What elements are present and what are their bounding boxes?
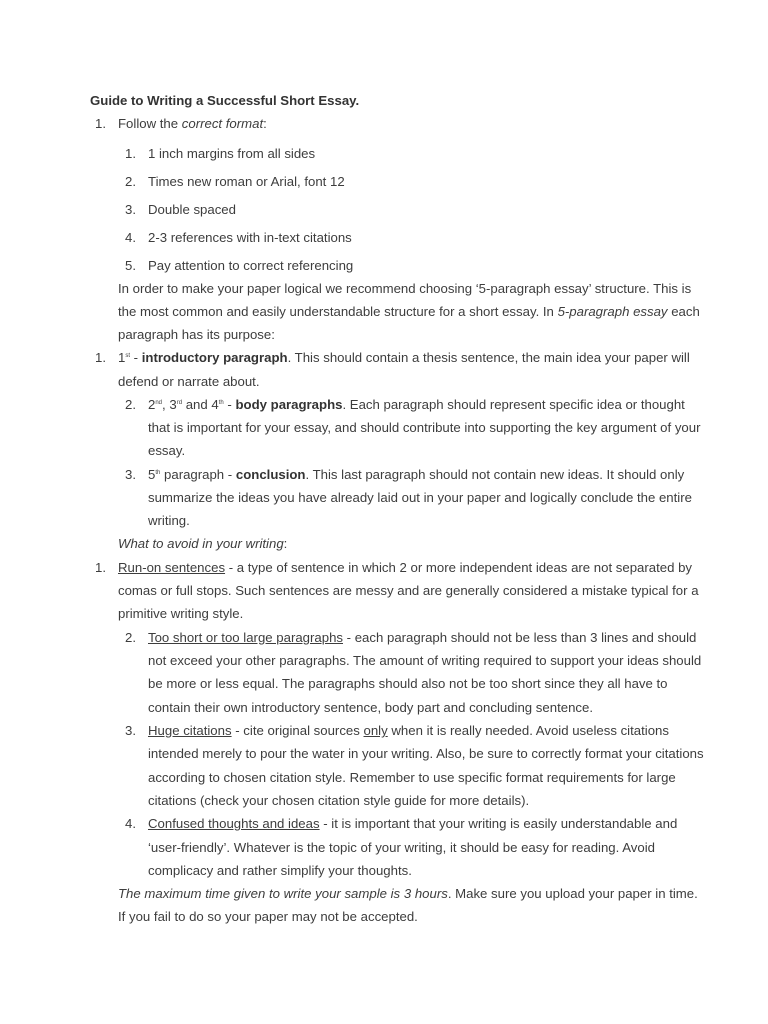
text-line: be more or less equal. The paragraphs should also not be too short since they all have to xyxy=(148,676,668,691)
italic-text: The maximum time given to write your sample is 3 hours xyxy=(118,886,448,901)
superscript: rd xyxy=(176,400,183,406)
text-line: ‘user-friendly’. Whatever is the topic of your writing, it should be easy for reading. Avoid xyxy=(148,840,655,855)
bold-text: conclusion xyxy=(235,467,306,482)
text: . Each paragraph should represent specific idea or thought xyxy=(342,397,685,412)
structure-item-intro xyxy=(118,350,690,366)
list-number: 1. xyxy=(95,350,106,365)
intro-line xyxy=(118,304,700,320)
underlined-text: Too short or too large paragraphs xyxy=(148,630,343,645)
avoid-item-citations xyxy=(148,723,669,739)
text: - xyxy=(130,350,142,365)
text: . This should contain a thesis sentence, the main idea your paper will xyxy=(287,350,690,365)
superscript: st xyxy=(125,353,131,359)
bold-text: introductory paragraph xyxy=(141,350,288,365)
list-number: 3. xyxy=(125,467,136,482)
text-line: defend or narrate about. xyxy=(118,374,260,389)
text: : xyxy=(283,536,288,551)
superscript: th xyxy=(218,400,224,406)
bold-text: body paragraphs xyxy=(235,397,343,412)
text-line: primitive writing style. xyxy=(118,606,244,621)
text: 1 xyxy=(118,350,126,365)
list-number: 4. xyxy=(125,816,136,831)
text: Follow the xyxy=(118,116,182,131)
text: . Make sure you upload your paper in time. xyxy=(447,886,698,901)
list-number: 5. xyxy=(125,258,136,273)
text-line: writing. xyxy=(148,513,190,528)
text: paragraph - xyxy=(160,467,236,482)
list-item: Pay attention to correct referencing xyxy=(148,258,354,273)
text: : xyxy=(263,116,267,131)
list-number: 3. xyxy=(125,202,136,217)
list-number: 1. xyxy=(95,560,106,575)
list-item-format xyxy=(118,116,267,132)
italic-text: 5-paragraph essay xyxy=(557,304,668,319)
underlined-text: Huge citations xyxy=(148,723,232,738)
list-item: 2-3 references with in-text citations xyxy=(148,230,352,245)
avoid-item-confused xyxy=(148,816,677,832)
text: , 3 xyxy=(162,397,177,412)
list-number: 3. xyxy=(125,723,136,738)
closing-line xyxy=(118,886,698,902)
superscript: th xyxy=(155,470,161,476)
list-item: Times new roman or Arial, font 12 xyxy=(148,174,345,189)
text: - xyxy=(223,397,236,412)
structure-item-body xyxy=(148,397,685,413)
text-line: summarize the ideas you have already laid out in your paper and logically conclude the entire xyxy=(148,490,692,505)
superscript: nd xyxy=(155,400,163,406)
italic-text: What to avoid in your writing xyxy=(118,536,284,551)
text: and 4 xyxy=(182,397,219,412)
text: - cite original sources xyxy=(231,723,364,738)
text: 5 xyxy=(148,467,156,482)
text-line: according to chosen citation style. Remember to use specific format requirements for large xyxy=(148,770,676,785)
text: . This last paragraph should not contain new ideas. It should only xyxy=(305,467,685,482)
structure-item-conclusion xyxy=(148,467,684,483)
document-title: Guide to Writing a Successful Short Essay. xyxy=(90,93,360,108)
text: the most common and easily understandable structure for a short essay. In xyxy=(118,304,558,319)
text-line: contain their own introductory sentence, body part and concluding sentence. xyxy=(148,700,593,715)
text-line: intended merely to pour the water in your writing. Also, be sure to correctly format your citations xyxy=(148,746,704,761)
text: each xyxy=(667,304,700,319)
text: when it is really needed. Avoid useless citations xyxy=(387,723,669,738)
avoid-item-paragraphs xyxy=(148,630,696,646)
section-heading-avoid xyxy=(118,536,287,552)
italic-text: correct format xyxy=(181,116,264,131)
closing-line: If you fail to do so your paper may not be accepted. xyxy=(118,909,418,924)
underlined-text: only xyxy=(363,723,388,738)
intro-line: paragraph has its purpose: xyxy=(118,327,275,342)
avoid-item-run-on xyxy=(118,560,692,576)
list-item: 1 inch margins from all sides xyxy=(148,146,316,161)
list-number: 1. xyxy=(95,116,106,131)
list-number: 4. xyxy=(125,230,136,245)
text: 2 xyxy=(148,397,156,412)
list-number: 2. xyxy=(125,630,136,645)
text-line: citations (check your chosen citation style guide for more details). xyxy=(148,793,530,808)
list-number: 2. xyxy=(125,174,136,189)
text-line: comas or full stops. Such sentences are messy and are generally considered a mistake typical for a xyxy=(118,583,699,598)
intro-line: In order to make your paper logical we recommend choosing ‘5-paragraph essay’ structure. This is xyxy=(118,281,692,296)
underlined-text: Run-on sentences xyxy=(118,560,226,575)
text-line: not exceed your other paragraphs. The amount of writing required to support your ideas should xyxy=(148,653,702,668)
text: - each paragraph should not be less than 3 lines and should xyxy=(343,630,697,645)
text-line: that is important for your essay, and should contribute into supporting the key argument of your xyxy=(148,420,701,435)
list-number: 2. xyxy=(125,397,136,412)
text-line: complicacy and rather simplify your thoughts. xyxy=(148,863,412,878)
text: - it is important that your writing is easily understandable and xyxy=(319,816,678,831)
text: - a type of sentence in which 2 or more independent ideas are not separated by xyxy=(225,560,693,575)
list-number: 1. xyxy=(125,146,136,161)
underlined-text: Confused thoughts and ideas xyxy=(148,816,320,831)
list-item: Double spaced xyxy=(148,202,236,217)
text-line: essay. xyxy=(148,443,186,458)
